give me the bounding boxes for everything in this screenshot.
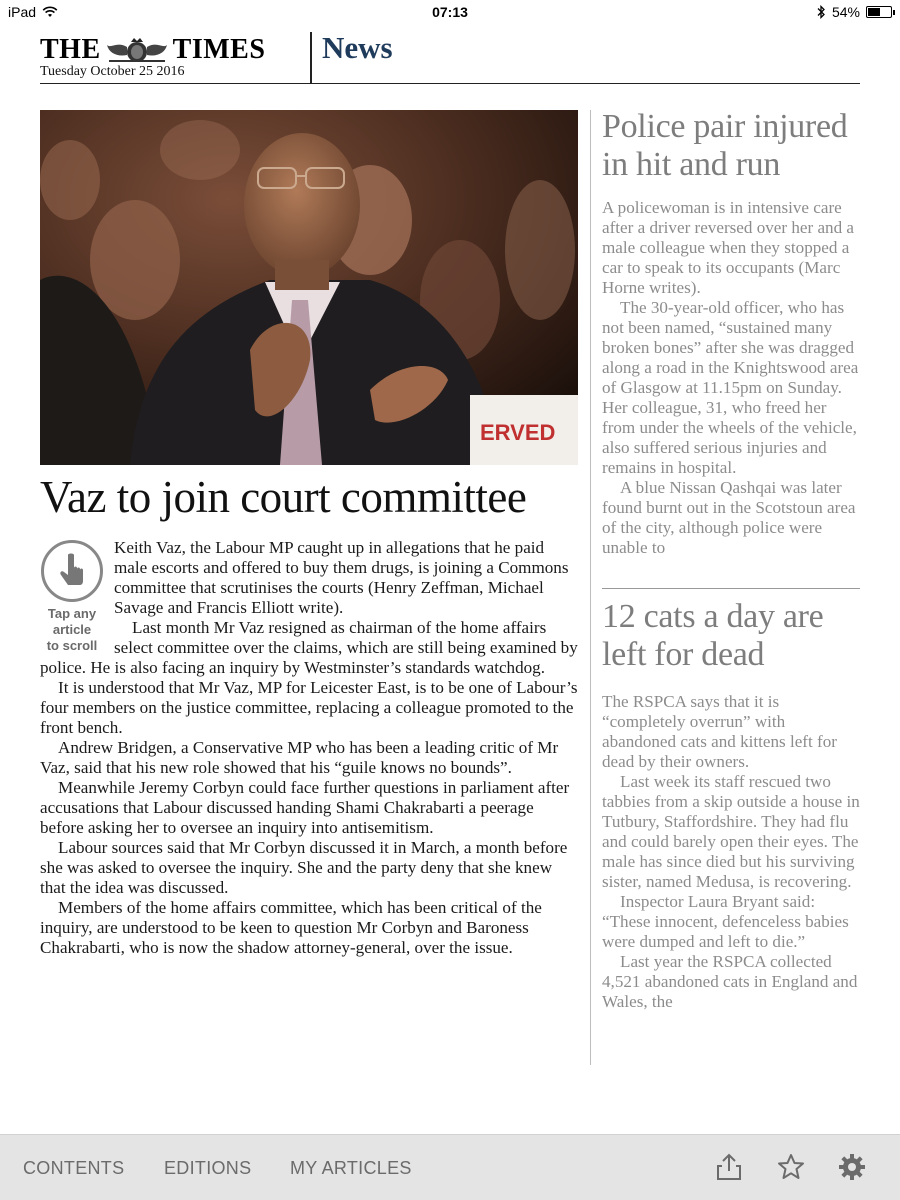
lead-paragraph: Members of the home affairs committee, which has been critical of the inquiry, are understood to be keen to question Mr Corbyn and Baroness Chakrabarti, who is now the shadow attorney-general, over the issue. xyxy=(40,898,542,957)
editions-button[interactable]: EDITIONS xyxy=(164,1158,252,1178)
bottom-toolbar xyxy=(0,1134,900,1200)
battery-percent: 54% xyxy=(831,4,860,20)
side-article-police[interactable] xyxy=(602,108,860,575)
my-articles-button[interactable]: MY ARTICLES xyxy=(290,1158,412,1178)
battery-icon xyxy=(866,6,892,18)
lead-paragraph: Last month Mr Vaz resigned as chairman of the home affairs select committee over the claims, which are still being examined by police. He is also facing an inquiry by Westminster’s standards watchdog. xyxy=(40,618,578,677)
lead-article-photo[interactable] xyxy=(40,110,578,465)
section-title: News xyxy=(322,30,393,65)
photo-illustration xyxy=(40,110,578,465)
gear-icon[interactable] xyxy=(837,1152,867,1182)
bluetooth-icon xyxy=(816,5,826,19)
royal-crest-icon xyxy=(103,37,171,63)
tap-to-scroll-hint xyxy=(40,540,104,654)
side-paragraph: A blue Nissan Qashqai was later found burnt out in the Scotstoun area of the city, although police were unable to xyxy=(602,478,856,557)
lead-paragraph: Labour sources said that Mr Corbyn discussed it in March, a month before she was asked to oversee the inquiry. She and the party deny that she knew that the idea was discussed. xyxy=(40,838,568,897)
side-paragraph: A policewoman is in intensive care after a driver reversed over her and a male colleague when they stopped a car to speak to its occupants (Marc Horne writes). xyxy=(602,198,854,297)
contents-button[interactable]: CONTENTS xyxy=(23,1158,125,1178)
masthead xyxy=(40,30,860,84)
edition-date: Tuesday October 25 2016 xyxy=(40,64,185,79)
side-paragraph: Last year the RSPCA collected 4,521 abandoned cats in England and Wales, the xyxy=(602,952,858,1011)
tap-hint-line: article xyxy=(52,622,92,637)
device-name: iPad xyxy=(8,4,37,20)
photo-sign-text: ERVED xyxy=(480,420,556,445)
status-bar xyxy=(0,0,900,26)
star-icon[interactable] xyxy=(776,1152,806,1182)
lead-paragraph: Andrew Bridgen, a Conservative MP who has been a leading critic of Mr Vaz, said that his new role showed that his “guile knows no bounds”. xyxy=(40,738,559,777)
side-article-cats[interactable] xyxy=(602,598,860,1068)
clock: 07:13 xyxy=(432,4,468,20)
lead-paragraph: Keith Vaz, the Labour MP caught up in allegations that he paid male escorts and offered to buy them drugs, is joining a Commons committee that scrutinises the courts (Henry Zeffman, Michael Savage and Francis Elliott write). xyxy=(114,538,569,617)
masthead-divider xyxy=(310,32,312,84)
side-article-headline: 12 cats a day are left for dead xyxy=(602,598,824,673)
lead-article-body[interactable] xyxy=(40,538,580,958)
side-article-headline: Police pair injured in hit and run xyxy=(602,108,848,183)
tap-hint-line: Tap any xyxy=(47,606,97,621)
side-paragraph: Inspector Laura Bryant said: “These innocent, defenceless babies were dumped and left to die.” xyxy=(602,892,849,951)
side-paragraph: Last week its staff rescued two tabbies from a skip outside a house in Tutbury, Staffordshire. They had flu and could barely open their eyes. The male has since died but his surviving sister, named Medusa, is recovering. xyxy=(602,772,860,891)
side-paragraph: The RSPCA says that it is “completely overrun” with abandoned cats and kittens left for dead by their owners. xyxy=(602,692,837,771)
tap-hand-icon xyxy=(41,540,103,602)
column-divider xyxy=(590,110,591,1065)
article-divider xyxy=(602,588,860,589)
lead-paragraph: It is understood that Mr Vaz, MP for Leicester East, is to be one of Labour’s four members on the justice committee, replacing a colleague promoted to the front bench. xyxy=(40,678,578,737)
logo-the: THE xyxy=(40,34,101,65)
times-logo[interactable] xyxy=(40,34,265,66)
lead-headline[interactable]: Vaz to join court committee xyxy=(40,472,527,522)
side-paragraph: The 30-year-old officer, who has not been named, “sustained many broken bones” after she was dragged along a road in the Knightswood area of Glasgow at 11.15pm on Sunday. Her colleague, 31, who freed her from under the wheels of the vehicle, also suffered serious injuries and remains in hospital. xyxy=(602,298,859,477)
logo-times: TIMES xyxy=(172,34,266,65)
lead-paragraph: Meanwhile Jeremy Corbyn could face further questions in parliament after accusations that Labour discussed handing Shami Chakrabarti a peerage before asking her to oversee an inquiry into antisemitism. xyxy=(40,778,570,837)
tap-hint-line: to scroll xyxy=(46,638,98,653)
share-icon[interactable] xyxy=(714,1152,744,1182)
